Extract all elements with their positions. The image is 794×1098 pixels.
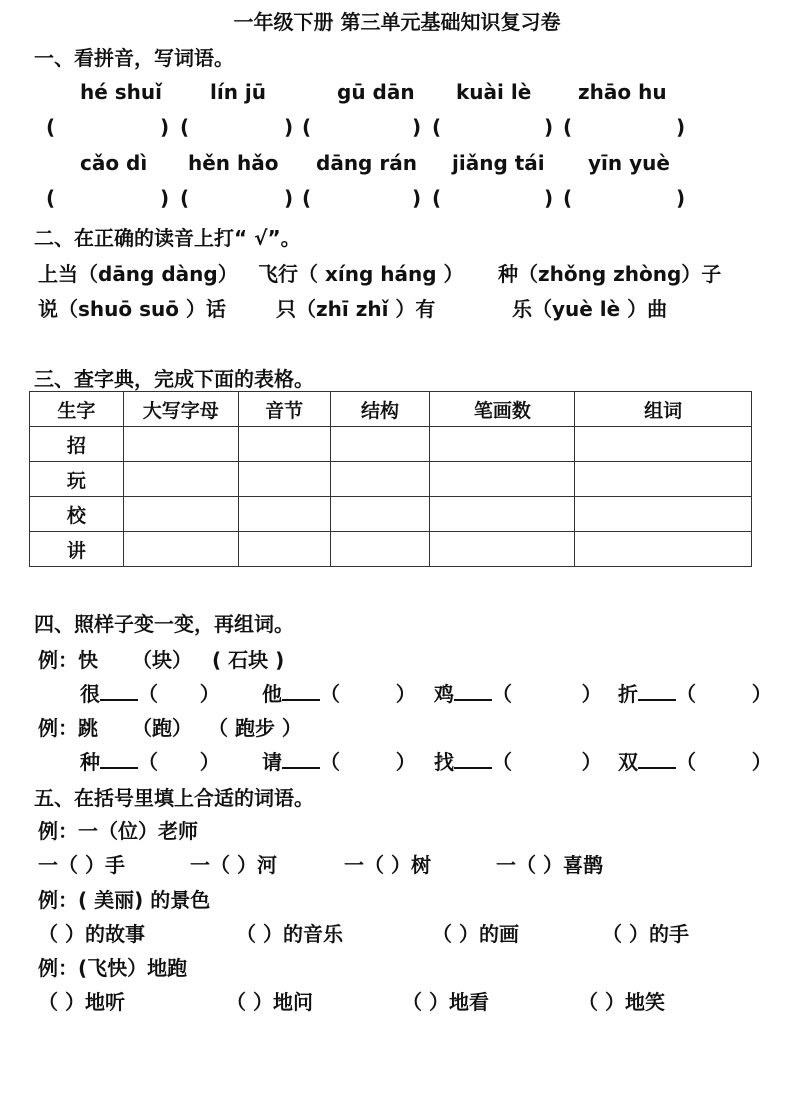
example-adverb: 例：(飞快）地跑 <box>38 956 188 980</box>
adjective-item-1[interactable]: （ ）的故事 <box>38 922 145 946</box>
input-cell[interactable] <box>238 427 330 462</box>
example-measure-word: 例：一（位）老师 <box>38 819 198 843</box>
example-1-char: 例：快 <box>38 648 98 672</box>
fill-blank[interactable] <box>100 749 138 769</box>
input-cell[interactable] <box>430 462 575 497</box>
table-row <box>30 497 752 532</box>
pinyin-10: yīn yuè <box>588 151 670 175</box>
char-cell: 玩 <box>30 462 124 497</box>
transform-item-8: 双 （ ） <box>618 750 772 774</box>
example-1-new: （块） <box>132 648 192 672</box>
transform-item-6: 请 （ ） <box>262 750 416 774</box>
input-cell[interactable] <box>330 427 430 462</box>
reading-item-2[interactable]: 飞行（ xíng háng ） <box>258 262 464 286</box>
answer-blank-2-1[interactable]: ( <box>46 186 56 210</box>
section-3-heading: 三、查字典，完成下面的表格。 <box>34 367 314 391</box>
dictionary-table <box>29 391 752 567</box>
input-cell[interactable] <box>123 462 238 497</box>
input-cell[interactable] <box>330 497 430 532</box>
input-cell[interactable] <box>123 497 238 532</box>
pinyin-6: cǎo dì <box>80 151 148 175</box>
transform-item-2: 他 （ ） <box>262 682 416 706</box>
pinyin-2: lín jū <box>210 80 267 104</box>
input-cell[interactable] <box>330 462 430 497</box>
col-header: 大写字母 <box>123 392 238 427</box>
adjective-item-4[interactable]: （ ）的手 <box>602 922 689 946</box>
paren: ) <box>544 186 554 210</box>
page-title: 一年级下册 第三单元基础知识复习卷 <box>233 10 561 34</box>
pinyin-7: hěn hǎo <box>188 151 279 175</box>
adverb-item-3[interactable]: （ ）地看 <box>402 990 489 1014</box>
pinyin-5: zhāo hu <box>578 80 667 104</box>
fill-blank[interactable] <box>454 681 492 701</box>
reading-item-5[interactable]: 只（zhī zhǐ ）有 <box>276 297 436 321</box>
paren: ) <box>412 115 422 139</box>
fill-blank[interactable] <box>454 749 492 769</box>
answer-blank-1-1[interactable]: ( <box>46 115 56 139</box>
input-cell[interactable] <box>238 462 330 497</box>
adjective-item-2[interactable]: （ ）的音乐 <box>236 922 343 946</box>
answer-blank-2-4[interactable]: ( <box>432 186 442 210</box>
answer-blank-2-2[interactable]: ( <box>180 186 190 210</box>
paren: ) <box>160 186 170 210</box>
table-row <box>30 532 752 567</box>
table-row <box>30 427 752 462</box>
fill-blank[interactable] <box>638 749 676 769</box>
fill-blank[interactable] <box>282 681 320 701</box>
example-2-word: （ 跑步 ） <box>208 716 302 740</box>
input-cell[interactable] <box>430 497 575 532</box>
paren: ) <box>676 186 686 210</box>
transform-item-4: 折 （ ） <box>618 682 772 706</box>
answer-blank-2-3[interactable]: ( <box>302 186 312 210</box>
section-5-heading: 五、在括号里填上合适的词语。 <box>34 786 314 810</box>
col-header: 音节 <box>238 392 330 427</box>
paren: ) <box>544 115 554 139</box>
input-cell[interactable] <box>575 462 752 497</box>
adverb-item-2[interactable]: （ ）地问 <box>226 990 313 1014</box>
fill-blank[interactable] <box>638 681 676 701</box>
input-cell[interactable] <box>575 497 752 532</box>
pinyin-8: dāng rán <box>316 151 417 175</box>
reading-item-1[interactable]: 上当（dāng dàng） <box>38 262 238 286</box>
char-cell: 招 <box>30 427 124 462</box>
input-cell[interactable] <box>238 497 330 532</box>
fill-blank[interactable] <box>282 749 320 769</box>
pinyin-1: hé shuǐ <box>80 80 163 104</box>
transform-item-1: 很 （ ） <box>80 682 220 706</box>
col-header: 笔画数 <box>430 392 575 427</box>
paren: ) <box>160 115 170 139</box>
input-cell[interactable] <box>238 532 330 567</box>
paren: ) <box>284 186 294 210</box>
transform-item-7: 找 （ ） <box>434 750 602 774</box>
pinyin-4: kuài lè <box>456 80 532 104</box>
col-header: 生字 <box>30 392 124 427</box>
example-2-new: （跑） <box>132 716 192 740</box>
answer-blank-1-2[interactable]: ( <box>180 115 190 139</box>
input-cell[interactable] <box>430 427 575 462</box>
input-cell[interactable] <box>430 532 575 567</box>
answer-blank-1-5[interactable]: ( <box>563 115 573 139</box>
answer-blank-1-3[interactable]: ( <box>302 115 312 139</box>
char-cell: 校 <box>30 497 124 532</box>
example-adjective: 例：( 美丽) 的景色 <box>38 888 211 912</box>
col-header: 结构 <box>330 392 430 427</box>
table-row <box>30 462 752 497</box>
reading-item-4[interactable]: 说（shuō suō ）话 <box>38 297 226 321</box>
paren: ) <box>284 115 294 139</box>
input-cell[interactable] <box>575 427 752 462</box>
section-1-heading: 一、看拼音，写词语。 <box>34 46 234 70</box>
paren: ) <box>676 115 686 139</box>
adverb-item-4[interactable]: （ ）地笑 <box>578 990 665 1014</box>
fill-blank[interactable] <box>100 681 138 701</box>
input-cell[interactable] <box>575 532 752 567</box>
input-cell[interactable] <box>123 532 238 567</box>
section-2-heading: 二、在正确的读音上打“ √”。 <box>34 226 301 250</box>
example-2-char: 例：跳 <box>38 716 98 740</box>
pinyin-9: jiǎng tái <box>452 151 545 175</box>
reading-item-6[interactable]: 乐（yuè lè ）曲 <box>512 297 668 321</box>
reading-item-3[interactable]: 种（zhǒng zhòng）子 <box>498 262 722 286</box>
measure-item-2[interactable]: 一（ ）河 <box>190 853 277 877</box>
measure-item-4[interactable]: 一（ ）喜鹊 <box>496 853 603 877</box>
paren: ) <box>412 186 422 210</box>
answer-blank-2-5[interactable]: ( <box>563 186 573 210</box>
transform-item-3: 鸡 （ ） <box>434 682 602 706</box>
pinyin-3: gū dān <box>337 80 415 104</box>
col-header: 组词 <box>575 392 752 427</box>
example-1-word: ( 石块 ) <box>212 648 285 672</box>
answer-blank-1-4[interactable]: ( <box>432 115 442 139</box>
adverb-item-1[interactable]: （ ）地听 <box>38 990 125 1014</box>
measure-item-3[interactable]: 一（ ）树 <box>344 853 431 877</box>
transform-item-5: 种 （ ） <box>80 750 220 774</box>
input-cell[interactable] <box>330 532 430 567</box>
section-4-heading: 四、照样子变一变，再组词。 <box>34 612 294 636</box>
measure-item-1[interactable]: 一（ ）手 <box>38 853 125 877</box>
adjective-item-3[interactable]: （ ）的画 <box>432 922 519 946</box>
input-cell[interactable] <box>123 427 238 462</box>
char-cell: 讲 <box>30 532 124 567</box>
